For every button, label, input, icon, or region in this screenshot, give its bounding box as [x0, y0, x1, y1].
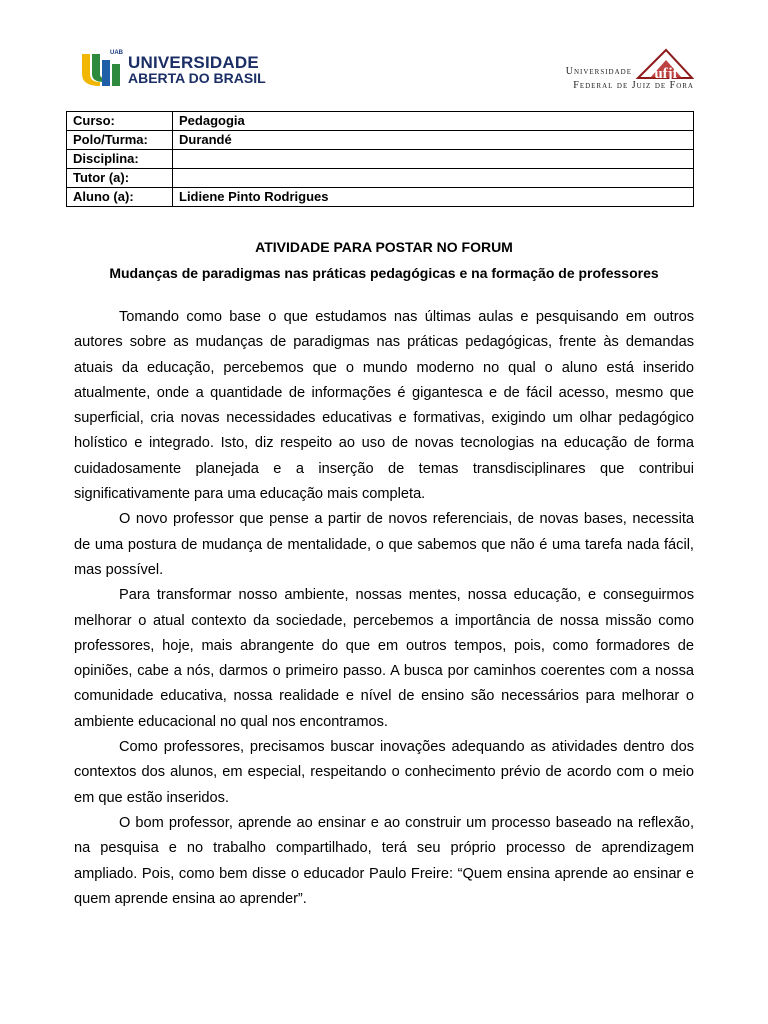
uab-small-label: UAB — [110, 50, 123, 56]
row-value: Durandé — [173, 131, 694, 150]
uab-logo — [80, 50, 295, 86]
row-value: Lidiene Pinto Rodrigues — [173, 188, 694, 207]
paragraph: Como professores, precisamos buscar inovações adequando as atividades dentro dos contextos dos alunos, em especial, respeitando o conhecimento prévio de acordo com o meio em que estão inseridos. — [74, 739, 694, 806]
paragraph: O novo professor que pense a partir de novos referenciais, de novas bases, necessita de uma postura de mudança de mentalidade, o que sabemos que não é uma tarefa nada fácil, mas possível. — [74, 511, 694, 578]
row-value — [173, 150, 694, 169]
row-label: Curso: — [67, 112, 173, 131]
table-row — [67, 169, 694, 188]
row-label: Polo/Turma: — [67, 131, 173, 150]
row-label: Disciplina: — [67, 150, 173, 169]
paragraph: Para transformar nosso ambiente, nossas mentes, nossa educação, e conseguirmos melhorar o atual contexto da sociedade, percebemos a importância de nossa missão como professores, hoje, mais abrangente do que em outros tempos, pois, como formadores de opiniões, cabe a nós, darmos o primeiro passo. A busca por caminhos coerentes com a nossa comunidade educativa, nossa realidade e nível de ensino são necessários para melhorar o ambiente educacional no qual nos encontramos. — [74, 587, 694, 730]
document-body — [74, 305, 694, 912]
paragraph: Tomando como base o que estudamos nas últimas aulas e pesquisando em outros autores sobre as mudanças de paradigmas nas práticas pedagógicas, frente às demandas atuais da educação, percebemos que o mundo moderno no qual o aluno está inserido atualmente, onde a quantidade de informações é gigantesca e de fácil acesso, mesmo que superficial, cria novas necessidades educativas e formativas, exigindo um olhar pedagógico holístico e integrado. Isto, diz respeito ao uso de novas tecnologias na educação de forma cuidadosamente planejada e a inserção de temas transdisciplinares que contribui significativamente para uma educação mais completa. — [74, 309, 694, 503]
table-row — [67, 188, 694, 207]
row-value: Pedagogia — [173, 112, 694, 131]
ufjf-logo — [494, 48, 694, 92]
document-subtitle: Mudanças de paradigmas nas práticas pedagógicas e na formação de professores — [109, 265, 659, 281]
table-row — [67, 150, 694, 169]
table-row — [67, 131, 694, 150]
ufjf-line2: Federal de Juiz de Fora — [573, 80, 694, 91]
ufjf-emblem-icon — [630, 48, 694, 82]
uab-subtitle: ABERTA DO BRASIL — [128, 70, 266, 86]
table-row — [67, 112, 694, 131]
document-title: ATIVIDADE PARA POSTAR NO FORUM — [255, 239, 513, 255]
info-table — [66, 111, 694, 207]
row-label: Tutor (a): — [67, 169, 173, 188]
ufjf-line1: Universidade — [565, 66, 632, 77]
svg-text:ufjf: ufjf — [654, 66, 678, 82]
row-label: Aluno (a): — [67, 188, 173, 207]
paragraph: O bom professor, aprende ao ensinar e ao construir um processo baseado na reflexão, na pesquisa e no trabalho compartilhado, terá seu próprio processo de aprendizagem ampliado. Pois, como bem disse o educador Paulo Freire: “Quem ensina aprende ao ensinar e quem aprende ensina ao aprender”. — [74, 814, 694, 907]
uab-title: UNIVERSIDADE — [128, 53, 259, 72]
row-value — [173, 169, 694, 188]
